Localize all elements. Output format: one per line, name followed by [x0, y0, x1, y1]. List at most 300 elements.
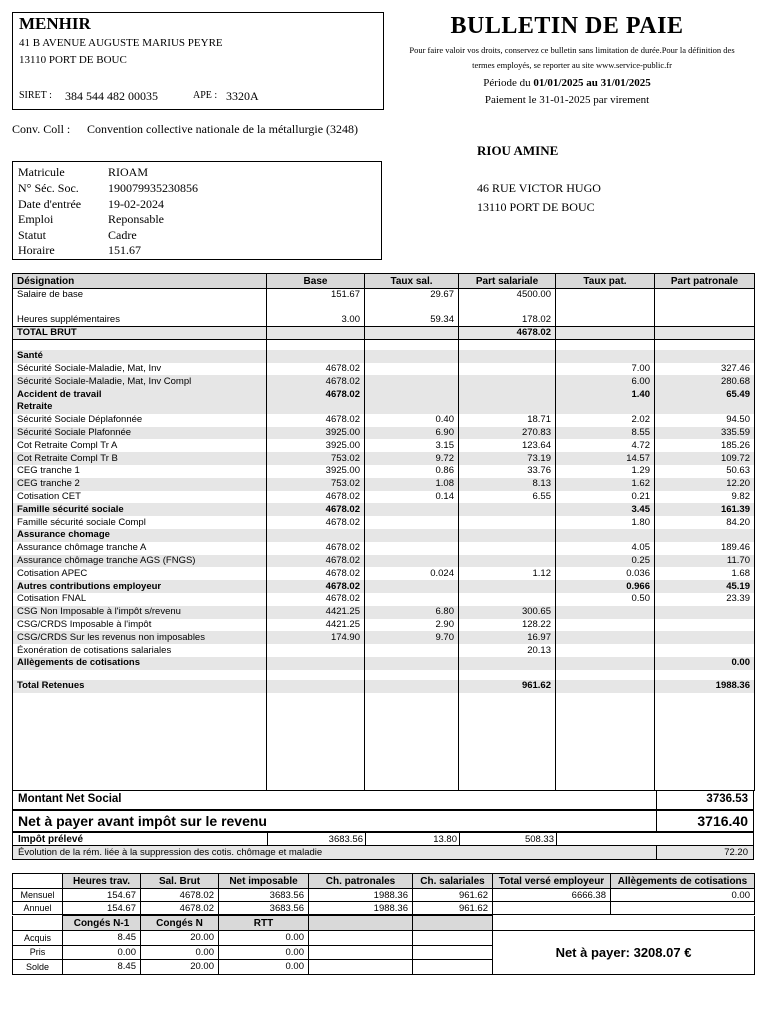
row-value: 23.39 [655, 593, 755, 606]
row-label [13, 301, 267, 314]
row-value: 4.72 [556, 439, 655, 452]
row-value: 4678.02 [267, 414, 365, 427]
conges-value: 8.45 [63, 960, 141, 975]
employee-field-value: Reponsable [108, 212, 164, 226]
row-value [655, 327, 755, 340]
row-label: Cotisation APEC [13, 567, 267, 580]
row-value: 9.70 [365, 631, 459, 644]
row-value [459, 375, 556, 388]
row-label [13, 340, 267, 350]
row-value: 178.02 [459, 314, 556, 327]
row-value [267, 301, 365, 314]
row-value [655, 670, 755, 680]
row-value: 50.63 [655, 465, 755, 478]
evolution-value: 72.20 [724, 847, 748, 858]
employee-info-box [12, 161, 382, 260]
payslip-table [12, 273, 754, 791]
row-value [267, 670, 365, 680]
column-header: Allègements de cotisations [611, 874, 755, 889]
row-value: 0.21 [556, 491, 655, 504]
row-value [365, 350, 459, 363]
row-value: 11.70 [655, 555, 755, 568]
row-value [365, 503, 459, 516]
row-value: 2.02 [556, 414, 655, 427]
row-value [365, 555, 459, 568]
empty-cell [556, 693, 655, 791]
summary-value: 961.62 [413, 902, 493, 915]
employee-field-value: 190079935230856 [108, 181, 198, 195]
row-value: 185.26 [655, 439, 755, 452]
row-value [556, 301, 655, 314]
empty-cell [13, 693, 267, 791]
row-value: 0.86 [365, 465, 459, 478]
summary-value [493, 902, 611, 915]
empty-cell [655, 693, 755, 791]
row-value [655, 289, 755, 302]
conges-value: 20.00 [141, 960, 219, 975]
row-value: 0.14 [365, 491, 459, 504]
employer-address-line1: 41 B AVENUE AUGUSTE MARIUS PEYRE [19, 37, 223, 49]
row-label: Cot Retraite Compl Tr B [13, 452, 267, 465]
row-value: 94.50 [655, 414, 755, 427]
table-row [13, 529, 755, 542]
table-row [13, 314, 755, 327]
table-row [13, 670, 755, 680]
row-value [267, 657, 365, 670]
row-value: 0.25 [556, 555, 655, 568]
row-value [459, 542, 556, 555]
row-value [556, 631, 655, 644]
table-row [13, 478, 755, 491]
table-row [13, 327, 755, 340]
row-value [556, 606, 655, 619]
row-label: Heures supplémentaires [13, 314, 267, 327]
row-value: 3925.00 [267, 427, 365, 440]
row-value: 1.40 [556, 388, 655, 401]
table-row [13, 680, 755, 693]
row-value: 4678.02 [267, 542, 365, 555]
table-row [13, 555, 755, 568]
row-value: 0.966 [556, 580, 655, 593]
row-value [365, 363, 459, 376]
column-header [13, 874, 63, 889]
convention-value: Convention collective nationale de la métallurgie (3248) [87, 122, 359, 136]
row-label [13, 670, 267, 680]
row-value: 189.46 [655, 542, 755, 555]
table-row [13, 301, 755, 314]
employee-field-label: N° Séc. Soc. [18, 181, 79, 195]
table-row [13, 580, 755, 593]
summary-value: 4678.02 [141, 902, 219, 915]
conges-value: 8.45 [63, 931, 141, 946]
row-value: 4678.02 [267, 503, 365, 516]
table-row [13, 363, 755, 376]
row-value [267, 340, 365, 350]
row-label: Sécurité Sociale-Maladie, Mat, Inv Compl [13, 375, 267, 388]
employee-field-value: 19-02-2024 [108, 197, 164, 211]
row-value [365, 375, 459, 388]
row-value [655, 644, 755, 657]
convention-label: Conv. Coll : [12, 122, 71, 136]
row-value: 3925.00 [267, 439, 365, 452]
table-row [13, 465, 755, 478]
row-value [365, 388, 459, 401]
row-value [365, 644, 459, 657]
row-value [459, 388, 556, 401]
conges-row-label: Pris [13, 945, 63, 960]
row-value [365, 657, 459, 670]
column-header: Part patronale [655, 274, 755, 289]
summary-value: 3683.56 [219, 902, 309, 915]
column-header: Heures trav. [63, 874, 141, 889]
row-value [365, 516, 459, 529]
table-header-row [13, 274, 755, 289]
row-value: 4421.25 [267, 619, 365, 632]
row-value [556, 350, 655, 363]
row-value: 84.20 [655, 516, 755, 529]
row-label: Retraite [13, 401, 267, 414]
table-row [13, 644, 755, 657]
net-social-value: 3736.53 [706, 793, 748, 805]
summary-row-label: Mensuel [13, 889, 63, 902]
row-label: CEG tranche 2 [13, 478, 267, 491]
row-label: Famille sécurité sociale [13, 503, 267, 516]
row-value [365, 327, 459, 340]
column-header: RTT [219, 916, 309, 931]
row-value [655, 631, 755, 644]
row-value: 0.40 [365, 414, 459, 427]
row-value: 29.67 [365, 289, 459, 302]
document-notice: Pour faire valoir vos droits, conservez ce bulletin sans limitation de durée.Pour la définition des termes employés, se reporter au site www.service-public.fr [409, 45, 735, 70]
row-value [459, 340, 556, 350]
employee-field-label: Emploi [18, 212, 54, 226]
siret-label: SIRET : [19, 90, 52, 101]
conges-header-row [13, 916, 755, 931]
row-value [267, 529, 365, 542]
summary-row [13, 889, 755, 902]
row-label: Sécurité Sociale-Maladie, Mat, Inv [13, 363, 267, 376]
row-value: 1.12 [459, 567, 556, 580]
row-value [267, 327, 365, 340]
table-row [13, 439, 755, 452]
row-value [556, 289, 655, 302]
net-to-pay: Net à payer: 3208.07 € [493, 931, 755, 975]
column-header: Taux sal. [365, 274, 459, 289]
row-label: Assurance chômage tranche A [13, 542, 267, 555]
row-value [459, 580, 556, 593]
summary-value: 1988.36 [309, 902, 413, 915]
income-tax-rate: 13.80 [433, 834, 457, 845]
row-value [365, 401, 459, 414]
row-label: Santé [13, 350, 267, 363]
row-value [459, 657, 556, 670]
empty-cell [309, 945, 413, 960]
summary-value: 1988.36 [309, 889, 413, 902]
row-value [556, 401, 655, 414]
table-row [13, 516, 755, 529]
row-label: Cot Retraite Compl Tr A [13, 439, 267, 452]
row-value: 270.83 [459, 427, 556, 440]
column-header: Congés N-1 [63, 916, 141, 931]
row-value [655, 606, 755, 619]
empty-cell [413, 945, 493, 960]
row-label: Assurance chomage [13, 529, 267, 542]
row-value: 4678.02 [267, 363, 365, 376]
payment-date: Paiement le 31-01-2025 par virement [484, 94, 650, 106]
net-social-label: Montant Net Social [18, 793, 122, 805]
row-value: 0.00 [655, 657, 755, 670]
row-value [655, 350, 755, 363]
conges-value: 20.00 [141, 931, 219, 946]
summary-row-label: Annuel [13, 902, 63, 915]
empty-cell [309, 931, 413, 946]
income-tax-row [12, 832, 754, 846]
row-value: 33.76 [459, 465, 556, 478]
net-social-row [12, 790, 754, 810]
row-value: 59.34 [365, 314, 459, 327]
conges-value: 0.00 [219, 945, 309, 960]
row-value: 4500.00 [459, 289, 556, 302]
row-label: Famille sécurité sociale Compl [13, 516, 267, 529]
row-value [459, 593, 556, 606]
row-value: 3925.00 [267, 465, 365, 478]
row-value: 3.15 [365, 439, 459, 452]
row-value [556, 670, 655, 680]
row-label: CSG/CRDS Sur les revenus non imposables [13, 631, 267, 644]
row-value [556, 340, 655, 350]
row-label: CSG Non Imposable à l'impôt s/revenu [13, 606, 267, 619]
table-row [13, 631, 755, 644]
row-value [459, 350, 556, 363]
employee-field-value: 151.67 [108, 243, 141, 257]
row-value: 14.57 [556, 452, 655, 465]
row-label: CSG/CRDS Imposable à l'impôt [13, 619, 267, 632]
row-value [365, 593, 459, 606]
row-value [655, 529, 755, 542]
summary-value [611, 902, 755, 915]
summary-value: 961.62 [413, 889, 493, 902]
summary-row [13, 902, 755, 915]
table-row [13, 414, 755, 427]
row-value [365, 542, 459, 555]
row-value: 0.024 [365, 567, 459, 580]
row-label: TOTAL BRUT [13, 327, 267, 340]
table-row [13, 401, 755, 414]
row-value: 4678.02 [267, 388, 365, 401]
row-value: 1.08 [365, 478, 459, 491]
row-value: 0.036 [556, 567, 655, 580]
conges-row-label: Solde [13, 960, 63, 975]
row-label: Cotisation FNAL [13, 593, 267, 606]
conges-value: 0.00 [219, 960, 309, 975]
column-header: Désignation [13, 274, 267, 289]
column-header: Ch. patronales [309, 874, 413, 889]
row-value: 4678.02 [267, 567, 365, 580]
column-header [413, 916, 493, 931]
conges-value: 0.00 [219, 931, 309, 946]
income-tax-label: Impôt prélevé [18, 834, 84, 845]
net-before-tax-value: 3716.40 [697, 813, 748, 829]
row-value: 1.62 [556, 478, 655, 491]
summary-value: 0.00 [611, 889, 755, 902]
row-value: 4678.02 [267, 375, 365, 388]
row-value: 4.05 [556, 542, 655, 555]
conges-row-label: Acquis [13, 931, 63, 946]
row-label: Éxonération de cotisations salariales [13, 644, 267, 657]
row-value: 12.20 [655, 478, 755, 491]
table-row [13, 350, 755, 363]
row-value: 753.02 [267, 478, 365, 491]
table-row [13, 388, 755, 401]
table-row [13, 593, 755, 606]
row-value [267, 680, 365, 693]
row-value: 753.02 [267, 452, 365, 465]
row-value [365, 340, 459, 350]
table-row [13, 491, 755, 504]
row-value: 1.29 [556, 465, 655, 478]
pay-period [400, 77, 734, 89]
conges-row [13, 931, 755, 946]
income-tax-base: 3683.56 [328, 834, 363, 845]
row-value [655, 401, 755, 414]
net-before-tax-row [12, 810, 754, 832]
conges-value: 0.00 [63, 945, 141, 960]
evolution-row [12, 846, 754, 860]
table-row [13, 427, 755, 440]
row-value: 1.68 [655, 567, 755, 580]
ape-label: APE : [193, 90, 218, 101]
table-row [13, 289, 755, 302]
row-value: 961.62 [459, 680, 556, 693]
table-row [13, 567, 755, 580]
row-value: 4678.02 [267, 580, 365, 593]
row-value: 0.50 [556, 593, 655, 606]
row-value [459, 555, 556, 568]
employer-name: MENHIR [19, 14, 91, 33]
row-value: 174.90 [267, 631, 365, 644]
row-value [655, 301, 755, 314]
row-value: 8.13 [459, 478, 556, 491]
column-header: Total versé employeur [493, 874, 611, 889]
row-value: 45.19 [655, 580, 755, 593]
document-title: BULLETIN DE PAIE [450, 13, 684, 39]
employer-box [12, 12, 384, 110]
row-value: 300.65 [459, 606, 556, 619]
row-label: Cotisation CET [13, 491, 267, 504]
table-row [13, 542, 755, 555]
row-value: 1988.36 [655, 680, 755, 693]
income-tax-amount: 508.33 [524, 834, 554, 845]
row-value [365, 580, 459, 593]
row-value: 3.00 [267, 314, 365, 327]
row-value [556, 644, 655, 657]
row-value: 6.90 [365, 427, 459, 440]
row-label: Sécurité Sociale Plafonnée [13, 427, 267, 440]
row-value: 327.46 [655, 363, 755, 376]
net-before-tax-label: Net à payer avant impôt sur le revenu [18, 813, 267, 829]
row-value [459, 363, 556, 376]
row-label: Salaire de base [13, 289, 267, 302]
row-value [556, 680, 655, 693]
row-value [655, 314, 755, 327]
row-value: 128.22 [459, 619, 556, 632]
row-value [267, 350, 365, 363]
row-value: 161.39 [655, 503, 755, 516]
row-label: Sécurité Sociale Déplafonnée [13, 414, 267, 427]
column-header [309, 916, 413, 931]
evolution-label: Évolution de la rém. liée à la suppression des cotis. chômage et maladie [18, 847, 323, 858]
row-value: 151.67 [267, 289, 365, 302]
column-header: Net imposable [219, 874, 309, 889]
row-value: 4678.02 [267, 516, 365, 529]
row-value [459, 301, 556, 314]
employee-field-label: Date d'entrée [18, 197, 82, 211]
row-value: 109.72 [655, 452, 755, 465]
row-value [267, 401, 365, 414]
row-value: 6.55 [459, 491, 556, 504]
row-value [556, 327, 655, 340]
empty-cell [309, 960, 413, 975]
empty-cell [365, 693, 459, 791]
column-header [13, 916, 63, 931]
row-value [459, 529, 556, 542]
table-row [13, 452, 755, 465]
row-value [365, 301, 459, 314]
pay-period-prefix: Période du [483, 77, 534, 89]
row-value: 4421.25 [267, 606, 365, 619]
row-value [459, 503, 556, 516]
row-value [655, 619, 755, 632]
column-header: Taux pat. [556, 274, 655, 289]
row-value: 6.80 [365, 606, 459, 619]
row-value: 16.97 [459, 631, 556, 644]
row-label: CEG tranche 1 [13, 465, 267, 478]
empty-cell [267, 693, 365, 791]
row-value [459, 670, 556, 680]
row-value: 18.71 [459, 414, 556, 427]
row-value: 65.49 [655, 388, 755, 401]
row-value [459, 516, 556, 529]
row-value: 8.55 [556, 427, 655, 440]
row-value: 4678.02 [267, 555, 365, 568]
row-value: 335.59 [655, 427, 755, 440]
row-label: Assurance chômage tranche AGS (FNGS) [13, 555, 267, 568]
row-value [267, 644, 365, 657]
row-value: 7.00 [556, 363, 655, 376]
table-filler-row [13, 693, 755, 791]
row-label: Total Retenues [13, 680, 267, 693]
empty-cell [413, 931, 493, 946]
empty-cell [459, 693, 556, 791]
summary-value: 3683.56 [219, 889, 309, 902]
summary-value: 6666.38 [493, 889, 611, 902]
row-label: Accident de travail [13, 388, 267, 401]
row-value [365, 529, 459, 542]
row-value [556, 619, 655, 632]
employee-field-label: Matricule [18, 165, 65, 179]
employee-field-value: RIOAM [108, 165, 149, 179]
column-header: Sal. Brut [141, 874, 219, 889]
employee-field-value: Cadre [108, 228, 137, 242]
row-value: 4678.02 [267, 593, 365, 606]
table-row [13, 606, 755, 619]
table-row [13, 375, 755, 388]
row-value: 20.13 [459, 644, 556, 657]
row-value: 280.68 [655, 375, 755, 388]
table-row [13, 340, 755, 350]
employee-field-label: Horaire [18, 243, 55, 257]
employee-address-line2: 13110 PORT DE BOUC [477, 200, 595, 214]
